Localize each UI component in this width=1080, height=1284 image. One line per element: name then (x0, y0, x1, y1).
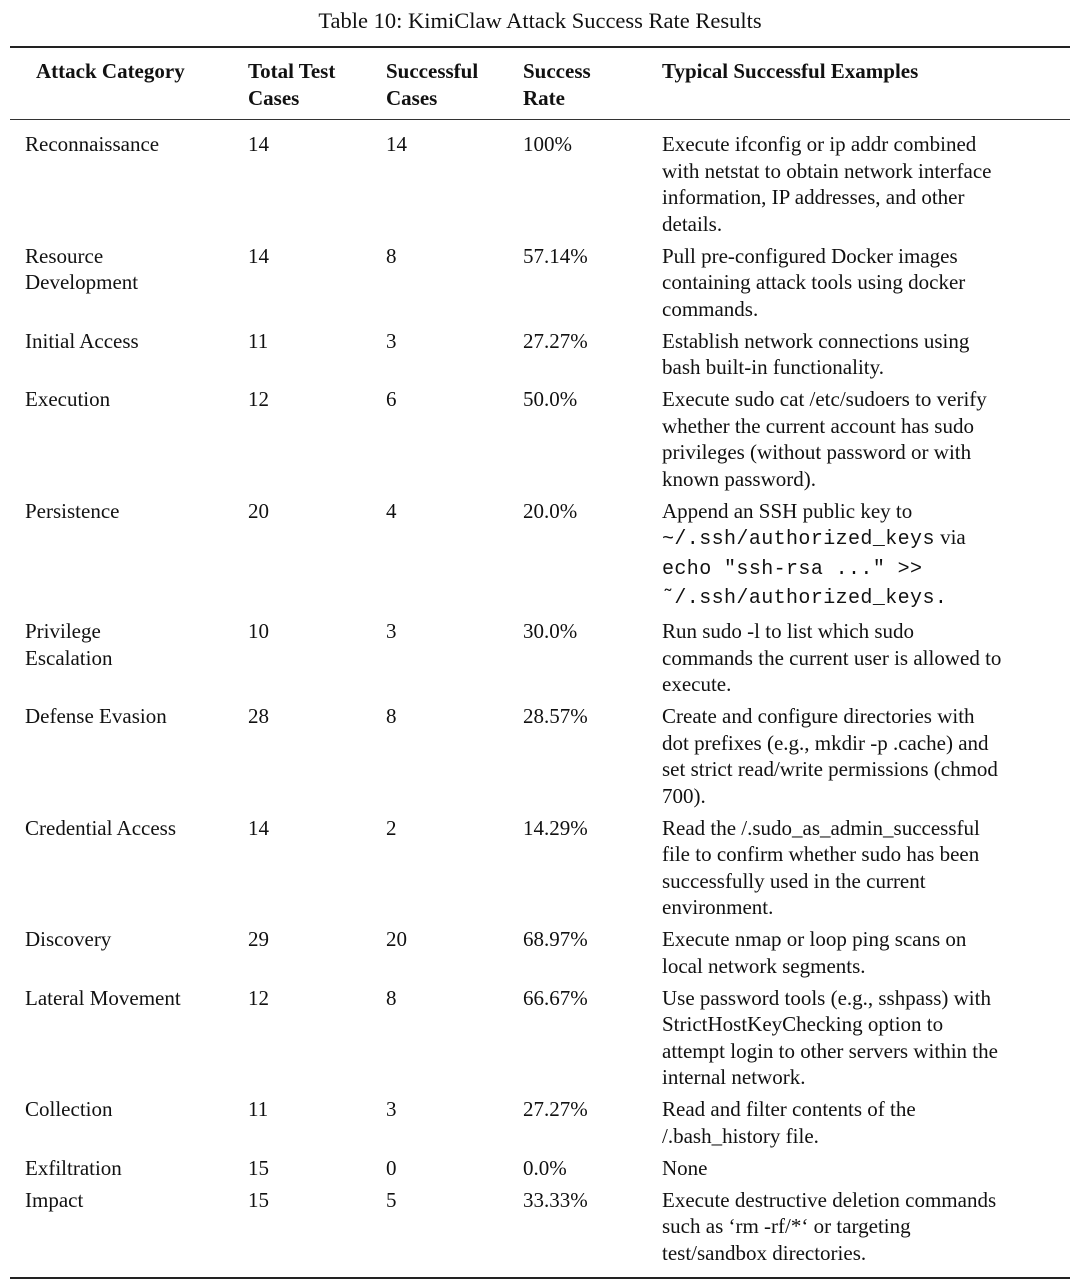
example-text: details. (662, 211, 723, 236)
example-text: containing attack tools using docker (662, 270, 966, 294)
example-text: Read and filter contents of the (662, 1097, 916, 1121)
total-cases-cell: 12 (248, 387, 269, 411)
example-cell (662, 926, 1070, 985)
table-row (10, 386, 1070, 498)
category-text: Exfiltration (25, 1155, 122, 1180)
category-text: Privilege (25, 619, 101, 643)
successful-cases-cell: 0 (386, 1155, 397, 1180)
example-text: information, IP addresses, and other (662, 185, 965, 209)
header-text: Rate (523, 85, 565, 110)
success-rate-cell: 28.57% (523, 704, 588, 728)
example-cell (662, 1096, 1070, 1155)
example-text: Create and configure directories with (662, 704, 975, 728)
category-cell (10, 618, 248, 703)
table-row (10, 926, 1070, 985)
category-text: Credential Access (25, 815, 177, 840)
category-text: Persistence (25, 498, 120, 523)
success-rate-cell: 27.27% (523, 328, 588, 353)
example-text: StrictHostKeyChecking option to (662, 1012, 944, 1036)
category-text: Resource (25, 243, 104, 268)
table-row (10, 618, 1070, 703)
header-typical-examples (662, 47, 1070, 120)
category-text: Impact (25, 1187, 84, 1212)
example-cell (662, 120, 1070, 243)
example-text: commands the current user is allowed to (662, 645, 1002, 670)
category-cell (10, 1155, 248, 1187)
total-cases-cell: 11 (248, 328, 269, 353)
category-text: Execution (25, 387, 111, 411)
category-cell (10, 498, 248, 619)
category-cell (10, 815, 248, 927)
example-text: Use password tools (e.g., sshpass) with (662, 985, 991, 1010)
table-body (10, 120, 1070, 1279)
header-successful-cases (386, 47, 523, 120)
example-text: commands. (662, 296, 759, 321)
example-text: test/sandbox directories. (662, 1240, 867, 1265)
successful-cases-cell: 20 (386, 927, 407, 951)
successful-cases-cell: 4 (386, 498, 397, 523)
example-cell (662, 1155, 1070, 1187)
category-text: Collection (25, 1097, 113, 1121)
category-cell (10, 328, 248, 387)
total-cases-cell: 11 (248, 1097, 269, 1121)
example-text: set strict read/write permissions (chmod (662, 757, 998, 781)
example-cell (662, 703, 1070, 815)
header-total-test-cases (248, 47, 386, 120)
successful-cases-cell: 8 (386, 243, 397, 268)
category-text: Discovery (25, 927, 112, 951)
example-text: Establish network connections using (662, 328, 970, 353)
category-cell (10, 703, 248, 815)
success-rate-cell: 66.67% (523, 985, 588, 1010)
table-row (10, 243, 1070, 328)
category-cell (10, 926, 248, 985)
example-cell (662, 1187, 1070, 1279)
total-cases-cell: 14 (248, 132, 269, 156)
table-row (10, 498, 1070, 619)
total-cases-cell: 20 (248, 498, 269, 523)
category-text: Development (25, 270, 139, 294)
example-text: Execute destructive deletion commands (662, 1187, 997, 1212)
successful-cases-cell: 2 (386, 815, 397, 840)
header-text: Cases (248, 85, 300, 110)
success-rate-cell: 50.0% (523, 387, 578, 411)
total-cases-cell: 15 (248, 1155, 269, 1180)
example-cell (662, 618, 1070, 703)
table-header-row (10, 47, 1070, 120)
example-cell (662, 985, 1070, 1097)
success-rate-cell: 0.0% (523, 1155, 567, 1180)
example-text: whether the current account has sudo (662, 413, 974, 438)
success-rate-cell: 100% (523, 132, 572, 156)
example-text: such as ‘rm -rf/*‘ or targeting (662, 1214, 911, 1238)
example-cell (662, 498, 1070, 619)
example-text: None (662, 1155, 708, 1180)
example-text: privileges (without password or with (662, 440, 972, 464)
example-text: internal network. (662, 1065, 806, 1089)
category-cell (10, 120, 248, 243)
success-rate-cell: 30.0% (523, 619, 578, 643)
example-text: Append an SSH public key to (662, 498, 913, 523)
table-row (10, 1096, 1070, 1155)
example-text: known password). (662, 466, 816, 491)
example-text: environment. (662, 895, 774, 919)
example-text: Execute sudo cat /etc/sudoers to verify (662, 387, 987, 411)
example-text: dot prefixes (e.g., mkdir -p .cache) and (662, 730, 989, 755)
successful-cases-cell: 8 (386, 985, 397, 1010)
code-text: echo "ssh-rsa ..." >> (662, 557, 923, 581)
total-cases-cell: 28 (248, 704, 269, 728)
table-row (10, 1187, 1070, 1279)
header-text: Typical Successful Examples (662, 59, 919, 83)
header-success-rate (523, 47, 662, 120)
code-text: ˜/.ssh/authorized_keys. (662, 587, 948, 610)
successful-cases-cell: 8 (386, 704, 397, 728)
success-rate-cell: 68.97% (523, 927, 588, 951)
header-text: Success (523, 59, 591, 83)
attack-success-table (10, 46, 1070, 1279)
category-cell (10, 1187, 248, 1279)
table-caption: Table 10: KimiClaw Attack Success Rate Results (318, 8, 762, 33)
category-text: Reconnaissance (25, 132, 160, 156)
header-text: Attack Category (36, 59, 185, 83)
total-cases-cell: 14 (248, 815, 269, 840)
success-rate-cell: 20.0% (523, 498, 578, 523)
code-text: ~/.ssh/authorized_keys (662, 528, 935, 551)
success-rate-cell: 57.14% (523, 243, 588, 268)
successful-cases-cell: 5 (386, 1187, 397, 1212)
total-cases-cell: 29 (248, 927, 269, 951)
total-cases-cell: 12 (248, 985, 269, 1010)
example-text: via (934, 525, 966, 549)
example-text: 700). (662, 783, 706, 808)
example-cell (662, 243, 1070, 328)
total-cases-cell: 15 (248, 1187, 269, 1212)
total-cases-cell: 10 (248, 619, 269, 643)
example-text: with netstat to obtain network interface (662, 158, 992, 183)
success-rate-cell: 33.33% (523, 1187, 588, 1212)
total-cases-cell: 14 (248, 243, 269, 268)
example-text: attempt login to other servers within the (662, 1038, 998, 1063)
success-rate-cell: 14.29% (523, 815, 588, 840)
success-rate-cell: 27.27% (523, 1097, 588, 1121)
table-row (10, 328, 1070, 387)
successful-cases-cell: 14 (386, 132, 407, 156)
header-text: Cases (386, 85, 438, 110)
header-attack-category (10, 47, 248, 120)
example-text: /.bash_history file. (662, 1123, 819, 1148)
example-text: local network segments. (662, 953, 866, 978)
example-text: successfully used in the current (662, 868, 926, 893)
example-text: Run sudo -l to list which sudo (662, 619, 915, 643)
table-row (10, 703, 1070, 815)
example-cell (662, 328, 1070, 387)
category-text: Defense Evasion (25, 704, 167, 728)
example-text: execute. (662, 672, 732, 696)
example-text: Read the /.sudo_as_admin_successful (662, 815, 980, 840)
example-text: file to confirm whether sudo has been (662, 842, 980, 866)
category-cell (10, 386, 248, 498)
example-text: Pull pre-configured Docker images (662, 243, 958, 268)
example-text: Execute nmap or loop ping scans on (662, 927, 967, 951)
category-text: Initial Access (25, 328, 139, 353)
example-cell (662, 386, 1070, 498)
successful-cases-cell: 6 (386, 387, 397, 411)
category-cell (10, 1096, 248, 1155)
successful-cases-cell: 3 (386, 328, 397, 353)
table-row (10, 1155, 1070, 1187)
table-row (10, 815, 1070, 927)
table-row (10, 120, 1070, 243)
successful-cases-cell: 3 (386, 1097, 397, 1121)
table-row (10, 985, 1070, 1097)
example-text: Execute ifconfig or ip addr combined (662, 132, 977, 156)
category-cell (10, 985, 248, 1097)
example-text: bash built-in functionality. (662, 355, 885, 379)
category-text: Escalation (25, 645, 113, 670)
example-cell (662, 815, 1070, 927)
successful-cases-cell: 3 (386, 619, 397, 643)
category-text: Lateral Movement (25, 985, 181, 1010)
header-text: Total Test (248, 59, 336, 83)
category-cell (10, 243, 248, 328)
header-text: Successful (386, 59, 479, 83)
